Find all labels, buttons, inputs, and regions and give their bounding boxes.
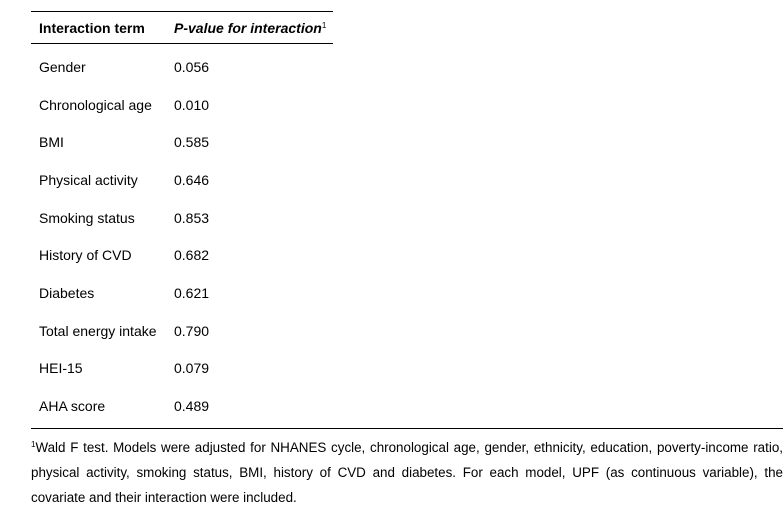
- p-value-cell: 0.790: [174, 322, 210, 339]
- p-value-cell: 0.621: [174, 284, 210, 301]
- table-row: [31, 48, 333, 86]
- table-row: [31, 387, 333, 425]
- p-value-cell: 0.489: [174, 398, 210, 415]
- header-footnote-marker: 1: [321, 20, 327, 30]
- table-row: [31, 236, 333, 274]
- table-row: [31, 350, 333, 388]
- table-row: [31, 274, 333, 312]
- p-value-cell: 0.853: [174, 209, 210, 226]
- p-value-cell: 0.079: [174, 360, 210, 377]
- table-row: [31, 312, 333, 350]
- term-cell: Physical activity: [39, 171, 138, 188]
- term-cell: BMI: [39, 134, 64, 151]
- p-value-cell: 0.585: [174, 134, 210, 151]
- footnote-rule: [31, 428, 783, 429]
- table-footnote: [31, 432, 783, 510]
- p-value-cell: 0.646: [174, 171, 210, 188]
- table-row: [31, 86, 333, 124]
- interaction-table: [31, 11, 333, 425]
- p-value-cell: 0.010: [174, 96, 210, 113]
- term-cell: Smoking status: [39, 209, 135, 226]
- table-header-row: [31, 12, 333, 43]
- term-cell: Diabetes: [39, 284, 95, 301]
- term-cell: Gender: [39, 58, 86, 75]
- term-cell: HEI-15: [39, 360, 83, 377]
- p-value-cell: 0.682: [174, 247, 210, 264]
- table-body: [31, 44, 333, 425]
- term-cell: Total energy intake: [39, 322, 157, 339]
- footnote-text: Wald F test. Models were adjusted for NHANES cycle, chronological age, gender, ethnicity, education, poverty-income ratio, physical activity, smoking status, BMI, history of CVD and diabetes. For each model, UPF (as continuous variable), the covariate and their interaction were included.: [31, 440, 783, 505]
- header-interaction-term: Interaction term: [39, 19, 145, 36]
- term-cell: AHA score: [39, 398, 106, 415]
- table-row: [31, 123, 333, 161]
- table-row: [31, 161, 333, 199]
- table-row: [31, 199, 333, 237]
- header-p-value-label: P-value for interaction: [174, 19, 322, 36]
- footnote-marker: 1: [31, 440, 36, 449]
- term-cell: Chronological age: [39, 96, 152, 113]
- header-p-value: [166, 20, 333, 36]
- p-value-cell: 0.056: [174, 58, 210, 75]
- term-cell: History of CVD: [39, 247, 132, 264]
